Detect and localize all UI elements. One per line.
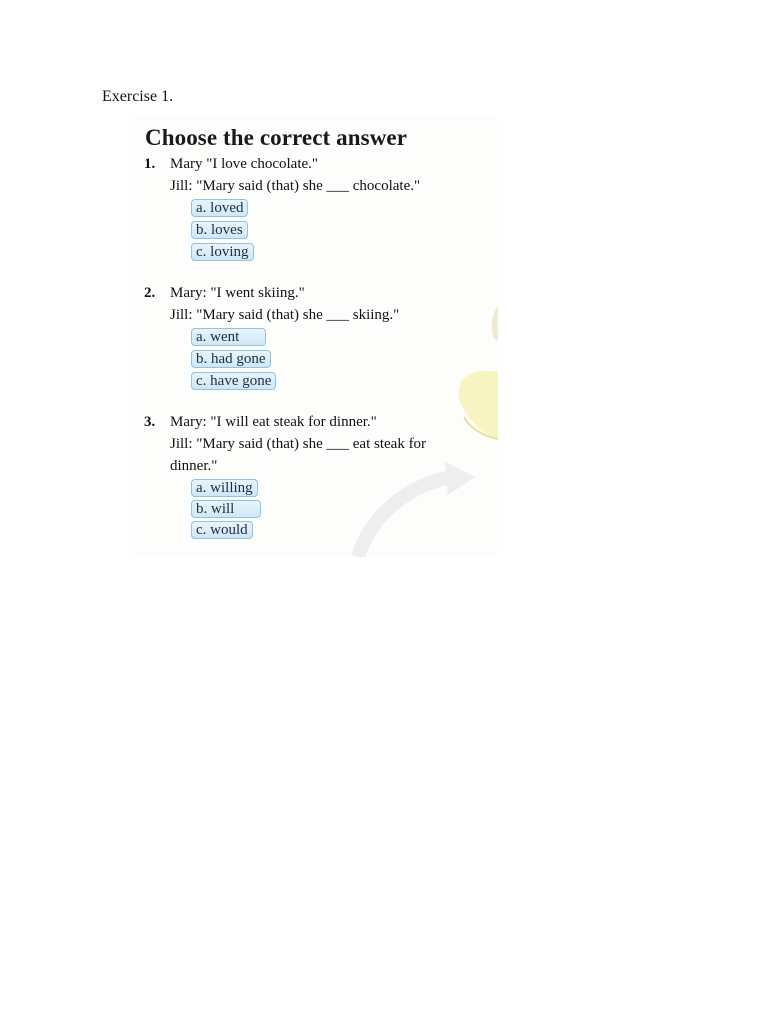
- question-line: dinner.": [170, 458, 218, 474]
- worksheet-image: [130, 117, 498, 557]
- answer-option[interactable]: b. loves: [191, 221, 248, 239]
- question-line: Jill: "Mary said (that) she ___ eat steak for: [170, 436, 427, 452]
- question-prompt: Mary "I love chocolate.": [170, 156, 319, 172]
- worksheet-heading: Choose the correct answer: [145, 125, 408, 150]
- question-number: 3.: [144, 414, 156, 430]
- answer-option[interactable]: b. will: [191, 500, 261, 518]
- question-number: 1.: [144, 156, 156, 172]
- question-line: Jill: "Mary said (that) she ___ chocolate.": [170, 178, 421, 194]
- answer-option[interactable]: a. willing: [191, 479, 258, 497]
- question-prompt: Mary: "I will eat steak for dinner.": [170, 414, 377, 430]
- question-prompt: Mary: "I went skiing.": [170, 285, 305, 301]
- answer-option[interactable]: c. have gone: [191, 372, 276, 390]
- answer-option[interactable]: a. went: [191, 328, 266, 346]
- answer-option[interactable]: b. had gone: [191, 350, 271, 368]
- answer-option[interactable]: c. would: [191, 521, 253, 539]
- question-number: 2.: [144, 285, 156, 301]
- answer-option[interactable]: a. loved: [191, 199, 248, 217]
- exercise-title: Exercise 1.: [102, 88, 174, 105]
- question-line: Jill: "Mary said (that) she ___ skiing.": [170, 307, 400, 323]
- answer-option[interactable]: c. loving: [191, 243, 254, 261]
